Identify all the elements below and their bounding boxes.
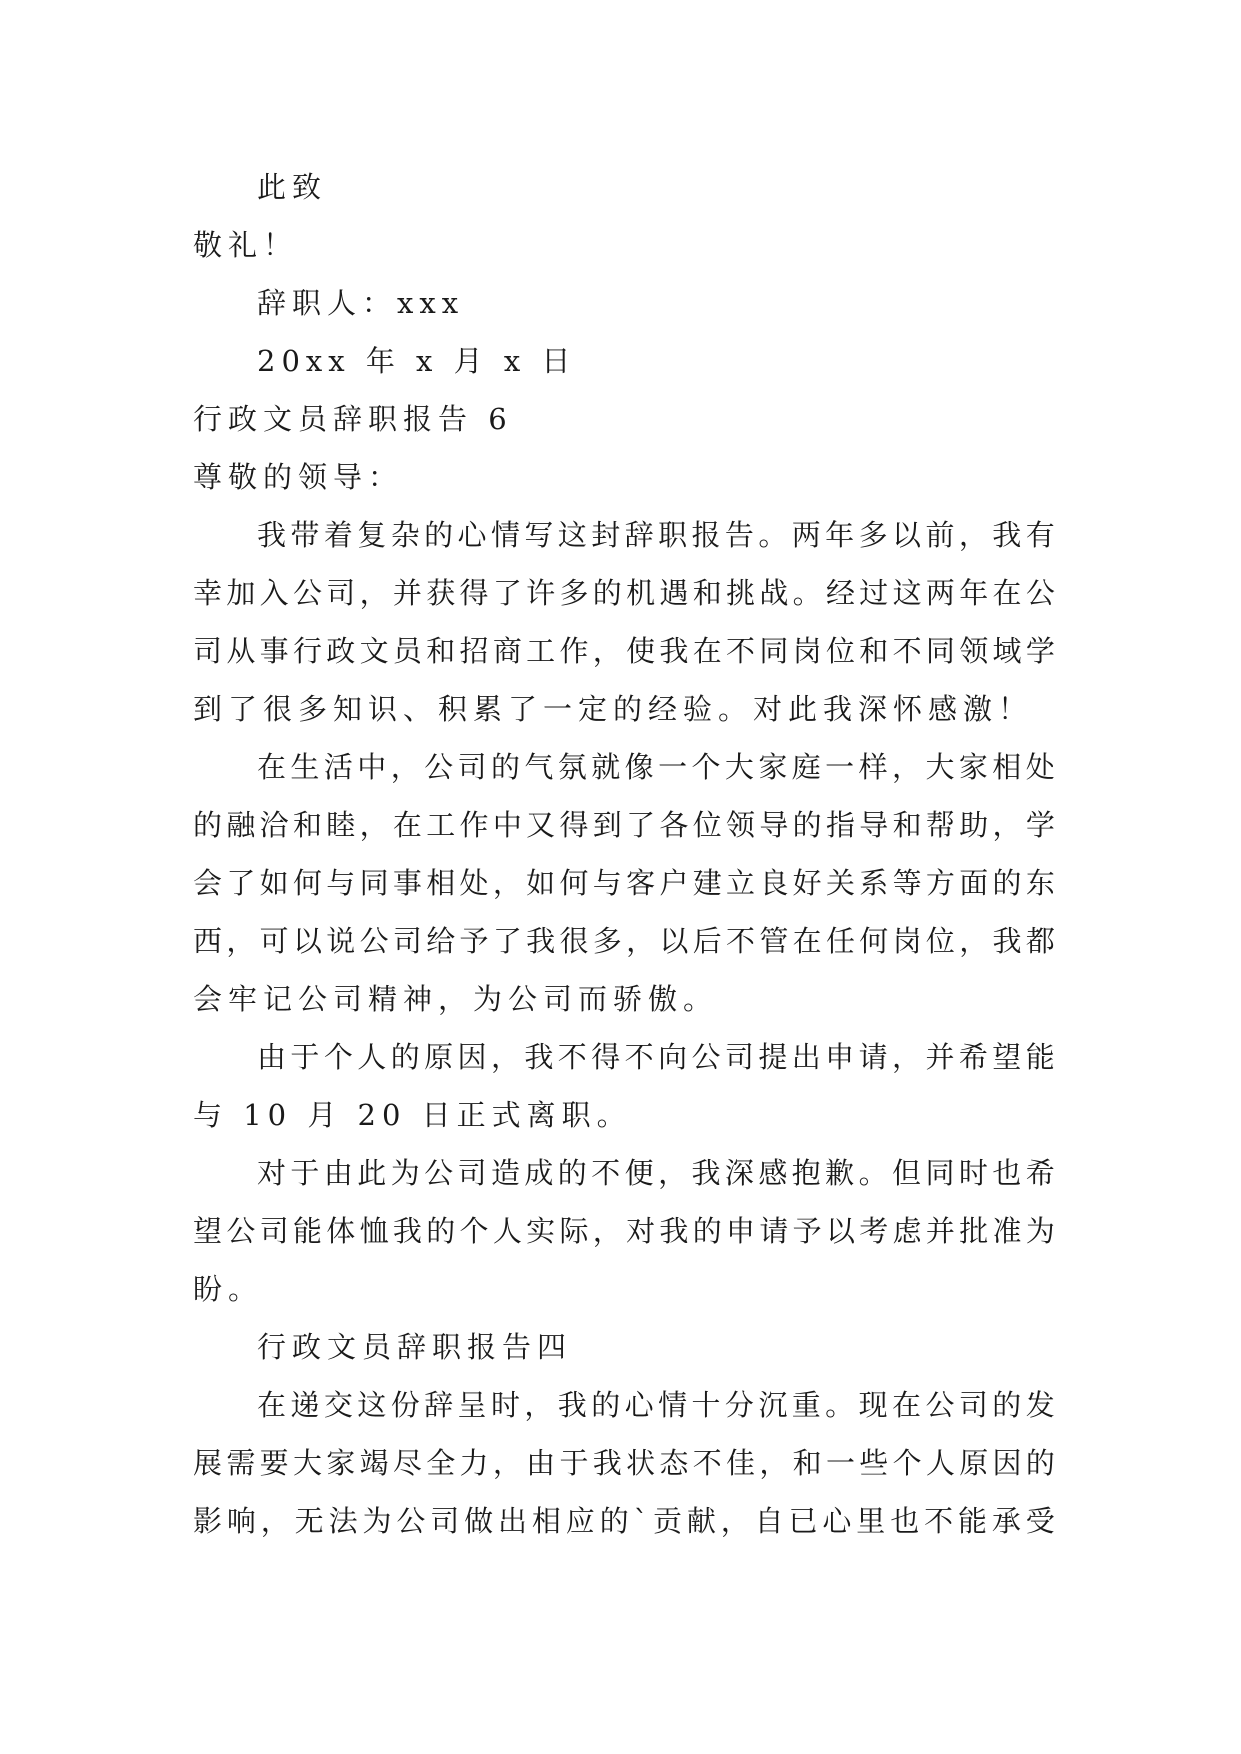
text-line: 影 响 ， 无 法 为 公 司 做 出 相 应 的 ` 贡 献 ， 自 已 心 里 也 不 能 承 受 xyxy=(193,1504,1055,1538)
text-line: 的 融 洽 和 睦 ， 在 工 作 中 又 得 到 了 各 位 领 导 的 指 导 和 帮 助 ， 学 xyxy=(193,808,1055,842)
text-line: 展 需 要 大 家 竭 尽 全 力 ， 由 于 我 状 态 不 佳 ， 和 一 些 个 人 原 因 的 xyxy=(193,1446,1055,1480)
text-line: 在 递 交 这 份 辞 呈 时 ， 我 的 心 情 十 分 沉 重 。 现 在 公 司 的 发 xyxy=(257,1388,1055,1422)
document-body xyxy=(193,158,1055,1550)
text-line: 望 公 司 能 体 恤 我 的 个 人 实 际 ， 对 我 的 申 请 予 以 考 虑 并 批 准 为 xyxy=(193,1214,1055,1248)
text-line: 敬礼！ xyxy=(193,228,299,262)
text-line: 对 于 由 此 为 公 司 造 成 的 不 便 ， 我 深 感 抱 歉 。 但 同 时 也 希 xyxy=(257,1156,1055,1190)
text-line: 司 从 事 行 政 文 员 和 招 商 工 作 ， 使 我 在 不 同 岗 位 和 不 同 领 域 学 xyxy=(193,634,1055,668)
text-line: 辞职人：xxx xyxy=(257,286,465,320)
text-line: 幸 加 入 公 司 ， 并 获 得 了 许 多 的 机 遇 和 挑 战 。 经 过 这 两 年 在 公 xyxy=(193,576,1055,610)
text-line: 我 带 着 复 杂 的 心 情 写 这 封 辞 职 报 告 。 两 年 多 以 前 ， 我 有 xyxy=(257,518,1055,552)
text-line: 行政文员辞职报告四 xyxy=(257,1330,573,1364)
text-line: 尊敬的领导： xyxy=(193,460,404,494)
text-line: 此致 xyxy=(257,170,328,204)
text-line: 到了很多知识、积累了一定的经验。对此我深怀感激！ xyxy=(193,692,1034,726)
text-line: 与 10 月 20 日正式离职。 xyxy=(193,1098,632,1132)
text-line: 在 生 活 中 ， 公 司 的 气 氛 就 像 一 个 大 家 庭 一 样 ， 大 家 相 处 xyxy=(257,750,1055,784)
text-line: 行政文员辞职报告 6 xyxy=(193,402,513,436)
text-line: 由 于 个 人 的 原 因 ， 我 不 得 不 向 公 司 提 出 申 请 ， 并 希 望 能 xyxy=(257,1040,1055,1074)
text-line: 会牢记公司精神，为公司而骄傲。 xyxy=(193,982,719,1016)
text-line: 盼。 xyxy=(193,1272,264,1306)
text-line: 西 ， 可 以 说 公 司 给 予 了 我 很 多 ， 以 后 不 管 在 任 何 岗 位 ， 我 都 xyxy=(193,924,1055,958)
text-line: 20xx 年 x 月 x 日 xyxy=(257,344,577,378)
text-line: 会 了 如 何 与 同 事 相 处 ， 如 何 与 客 户 建 立 良 好 关 系 等 方 面 的 东 xyxy=(193,866,1055,900)
